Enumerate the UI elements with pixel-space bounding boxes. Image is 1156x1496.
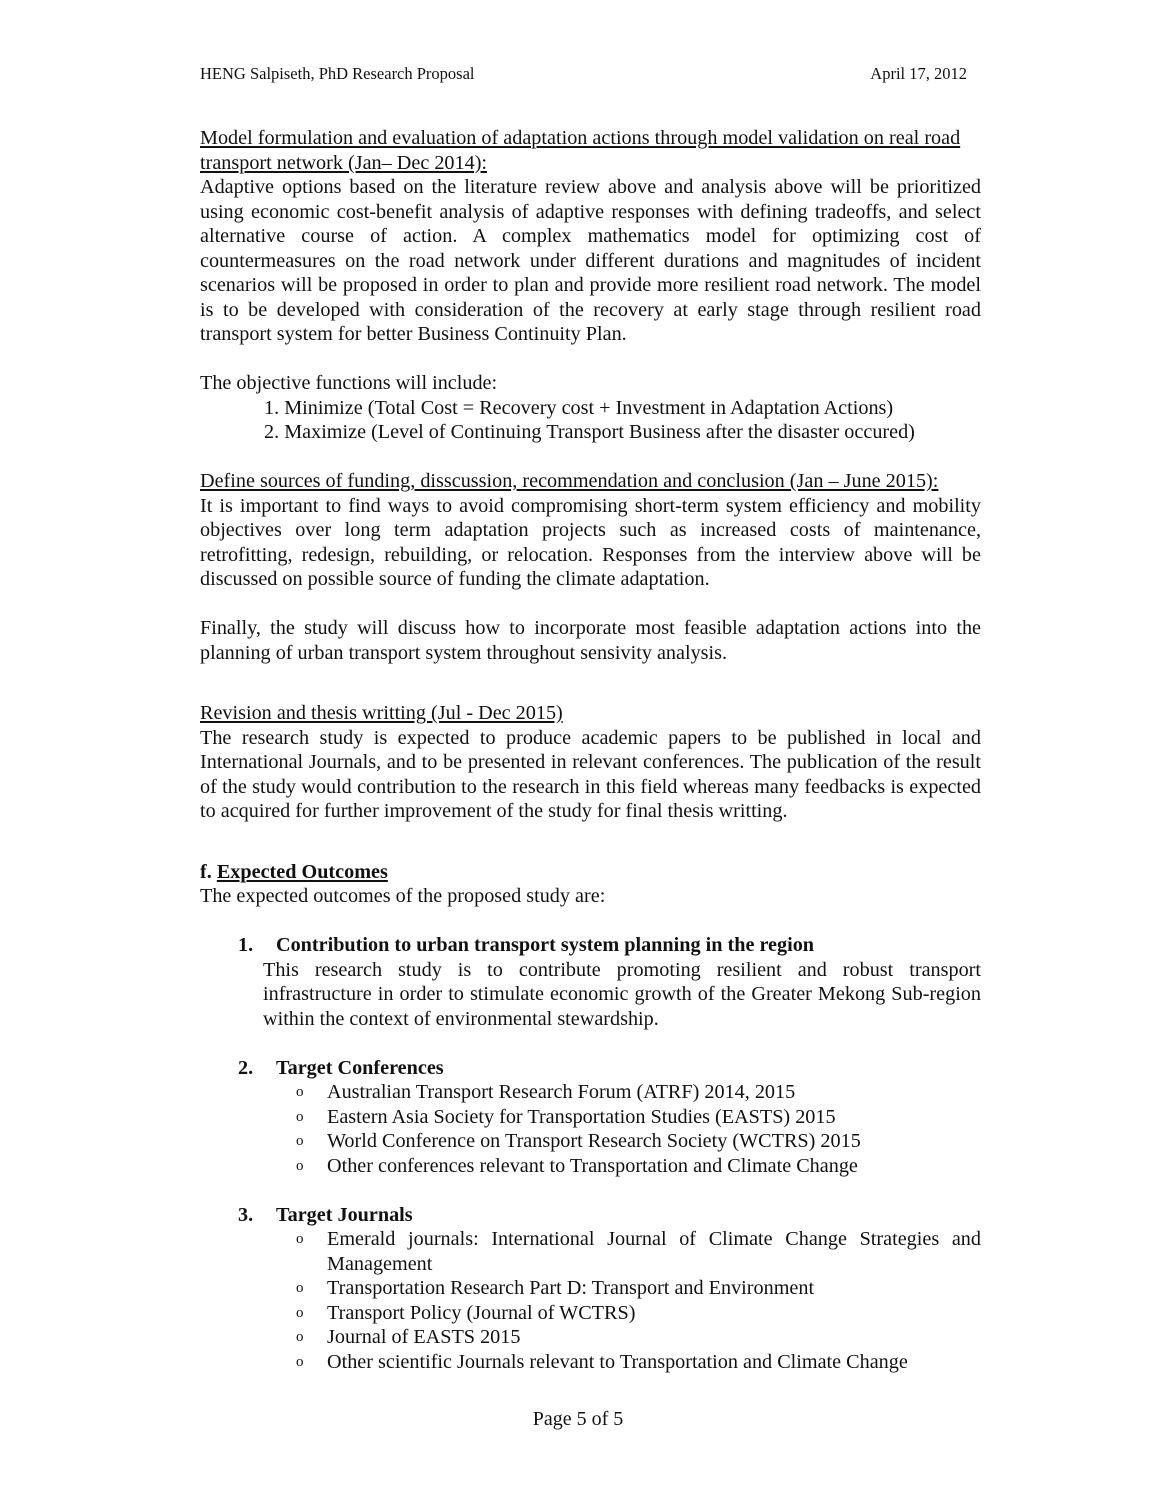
page-number: Page 5 of 5 xyxy=(532,1408,624,1430)
spacer xyxy=(200,592,981,617)
page-footer xyxy=(0,1407,1156,1431)
objectives-intro: The objective functions will include: xyxy=(200,372,498,394)
bullet-circle-icon: o xyxy=(296,1231,304,1247)
document-body xyxy=(200,126,981,1374)
outcome-title-text: Contribution to urban transport system planning in the region xyxy=(276,934,815,956)
conference-list xyxy=(200,1080,981,1178)
bullet-circle-icon: o xyxy=(296,1304,304,1321)
outcome-item xyxy=(200,1203,981,1375)
bullet-circle-icon: o xyxy=(296,1157,304,1174)
outcomes-heading-text: Expected Outcomes xyxy=(216,860,388,883)
outcome-title-text: Target Conferences xyxy=(276,1056,444,1079)
bullet-circle-icon: o xyxy=(296,1280,304,1296)
section-heading-revision xyxy=(200,701,981,726)
objective-item: 2. Maximize (Level of Continuing Transport Business after the disaster occured) xyxy=(264,421,915,443)
section-body-funding: It is important to find ways to avoid compromising short-term system efficiency and mobility objectives over long term adaptation projects such as increased costs of maintenance, retrofitting, redesign, rebuilding, or relocation. Responses from the interview above will be discussed on possible source of funding the climate adaptation. xyxy=(200,494,981,590)
page-header xyxy=(200,64,967,84)
list-item xyxy=(200,1154,981,1179)
section-body-model: Adaptive options based on the literature review above and analysis above will be prioritized using economic cost-benefit analysis of adaptive responses with defining tradeoffs, and select alternative course of action. A complex mathematics model for optimizing cost of countermeasures on the road network under different durations and magnitudes of incident scenarios will be proposed in order to plan and provide more resilient road network. The model is to be developed with consideration of the recovery at early stage through resilient road transport system for better Business Continuity Plan. xyxy=(200,176,981,345)
outcomes-prefix: f. xyxy=(200,860,217,883)
list-item xyxy=(200,1276,981,1301)
outcome-body: This research study is to contribute promoting resilient and robust transport infrastructure in order to stimulate economic growth of the Greater Mekong Sub-region within the context of environmental stewardship. xyxy=(263,958,981,1030)
list-item-text: Transportation Research Part D: Transport and Environment xyxy=(327,1277,815,1299)
list-item xyxy=(200,1350,981,1375)
spacer xyxy=(200,1031,981,1056)
outcome-number: 3. xyxy=(238,1203,254,1226)
revision-heading-text: Revision and thesis writting (Jul - Dec 2015) xyxy=(200,702,563,724)
bullet-circle-icon: o xyxy=(296,1108,304,1125)
bullet-circle-icon: o xyxy=(296,1329,304,1345)
outcome-item xyxy=(200,933,981,1031)
list-item-text: World Conference on Transport Research Society (WCTRS) 2015 xyxy=(327,1130,861,1152)
spacer xyxy=(200,909,981,934)
spacer xyxy=(200,1178,981,1203)
spacer xyxy=(200,445,981,470)
list-item xyxy=(200,1080,981,1105)
bullet-circle-icon: o xyxy=(296,1133,304,1149)
outcome-title xyxy=(200,933,981,958)
objective-item: 1. Minimize (Total Cost = Recovery cost + Investment in Adaptation Actions) xyxy=(264,396,894,419)
outcome-title xyxy=(200,1203,981,1228)
list-item xyxy=(200,1105,981,1130)
spacer xyxy=(200,665,981,701)
header-date: April 17, 2012 xyxy=(870,64,967,83)
outcome-title xyxy=(200,1056,981,1081)
section-body-finally: Finally, the study will discuss how to incorporate most feasible adaptation actions into the planning of urban transport system throughout sensivity analysis. xyxy=(200,617,981,664)
list-item xyxy=(200,1227,981,1276)
list-item-text: Emerald journals: International Journal of Climate Change Strategies and Management xyxy=(327,1228,981,1275)
outcome-item xyxy=(200,1056,981,1179)
outcome-number: 1. xyxy=(238,934,254,956)
list-item xyxy=(200,1301,981,1326)
list-item xyxy=(200,1325,981,1350)
objectives-list xyxy=(200,396,981,445)
list-item-text: Transport Policy (Journal of WCTRS) xyxy=(327,1301,636,1324)
header-author-title: HENG Salpiseth, PhD Research Proposal xyxy=(200,64,475,83)
list-item-text: Other conferences relevant to Transportation and Climate Change xyxy=(327,1154,858,1177)
list-item-text: Australian Transport Research Forum (ATRF) 2014, 2015 xyxy=(327,1081,796,1103)
section-heading-funding: Define sources of funding, disscussion, recommendation and conclusion (Jan – June 2015): xyxy=(200,470,939,492)
outcome-title-text: Target Journals xyxy=(276,1203,413,1226)
section-heading-model: Model formulation and evaluation of adaptation actions through model validation on real road transport network (Jan– Dec 2014): xyxy=(200,127,961,174)
spacer xyxy=(200,824,981,860)
list-item xyxy=(200,1129,981,1154)
section-body-revision: The research study is expected to produce academic papers to be published in local and International Journals, and to be presented in relevant conferences. The publication of the result of the study would contribution to the research in this field whereas many feedbacks is expected to acquired for further improvement of the study for final thesis writting. xyxy=(200,726,981,822)
outcomes-intro: The expected outcomes of the proposed study are: xyxy=(200,885,606,907)
bullet-circle-icon: o xyxy=(296,1084,304,1100)
list-item-text: Journal of EASTS 2015 xyxy=(327,1326,521,1348)
spacer xyxy=(200,347,981,372)
list-item-text: Eastern Asia Society for Transportation Studies (EASTS) 2015 xyxy=(327,1105,836,1128)
bullet-circle-icon: o xyxy=(296,1353,304,1370)
list-item-text: Other scientific Journals relevant to Transportation and Climate Change xyxy=(327,1350,908,1373)
journal-list xyxy=(200,1227,981,1374)
section-heading-outcomes xyxy=(200,860,981,885)
outcome-number: 2. xyxy=(238,1056,254,1079)
